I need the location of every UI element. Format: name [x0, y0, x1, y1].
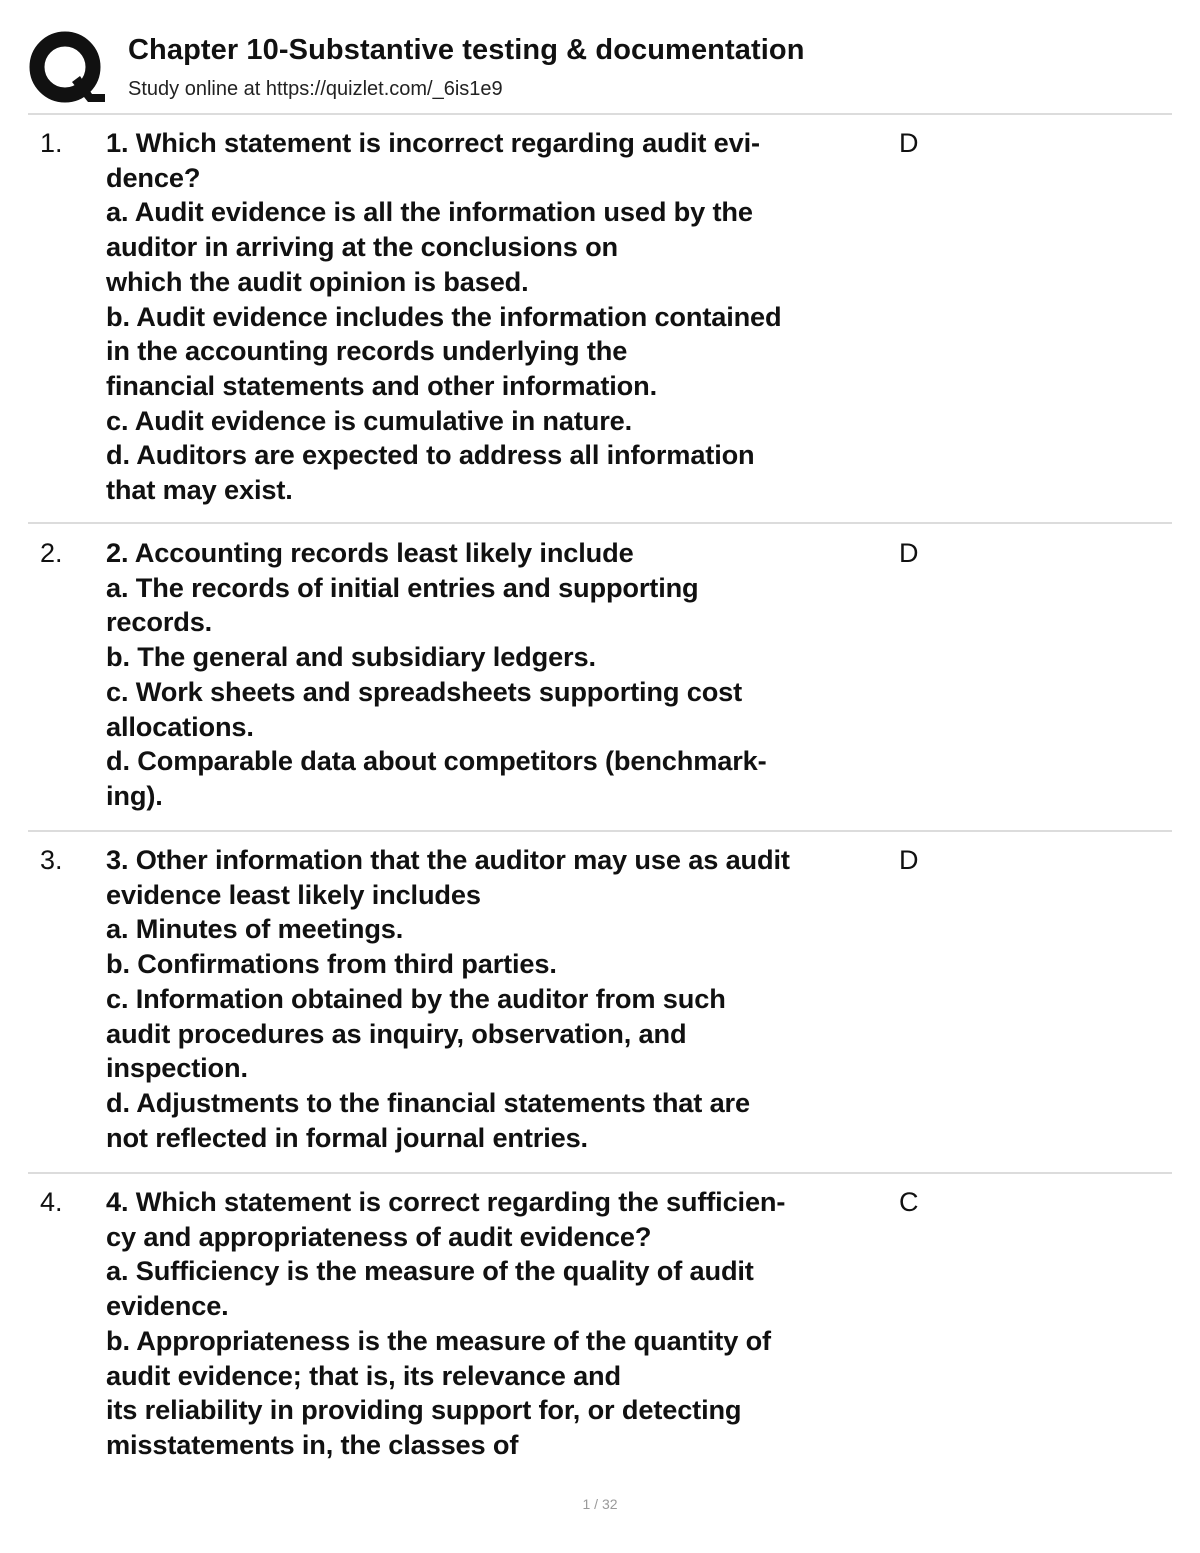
study-online-link[interactable]: Study online at https://quizlet.com/_6is1e9	[128, 78, 503, 100]
page-header	[28, 28, 1172, 112]
divider	[28, 113, 1172, 115]
quizlet-q-logo-icon	[28, 30, 106, 108]
question-number: 2.	[40, 538, 63, 568]
question-text: 2. Accounting records least likely include a. The records of initial entries and supporting records. b. The general and subsidiary ledgers. c. Work sheets and spreadsheets supporting cost allocations. d. Comparable data about competitors (benchmark- ing).	[106, 537, 767, 811]
divider	[28, 830, 1172, 832]
question-answer: D	[899, 128, 919, 158]
question-answer: D	[899, 845, 919, 875]
page-number: 1 / 32	[582, 1496, 618, 1512]
question-text: 1. Which statement is incorrect regarding audit evi- dence? a. Audit evidence is all the information used by the auditor in arriving at the conclusions on which the audit opinion is based. b. Audit evidence includes the information contained in the accounting records underlying the financial statements and other information. c. Audit evidence is cumulative in nature. d. Auditors are expected to address all information that may exist.	[106, 127, 782, 506]
page-title: Chapter 10-Substantive testing & documentation	[128, 34, 805, 66]
question-answer: D	[899, 538, 919, 568]
question-number: 4.	[40, 1187, 63, 1217]
question-number: 3.	[40, 845, 63, 875]
question-answer: C	[899, 1187, 919, 1217]
question-text: 4. Which statement is correct regarding the sufficien- cy and appropriateness of audit evidence? a. Sufficiency is the measure of the quality of audit evidence. b. Appropriateness is the measure of the quantity of audit evidence; that is, its relevance and its reliability in providing support for, or detecting misstatements in, the classes of	[106, 1186, 786, 1460]
question-text: 3. Other information that the auditor may use as audit evidence least likely includes a. Minutes of meetings. b. Confirmations from third parties. c. Information obtained by the auditor from such audit procedures as inquiry, observation, and inspection. d. Adjustments to the financial statements that are not reflected in formal journal entries.	[106, 844, 790, 1153]
divider	[28, 1172, 1172, 1174]
question-number: 1.	[40, 128, 63, 158]
divider	[28, 522, 1172, 524]
